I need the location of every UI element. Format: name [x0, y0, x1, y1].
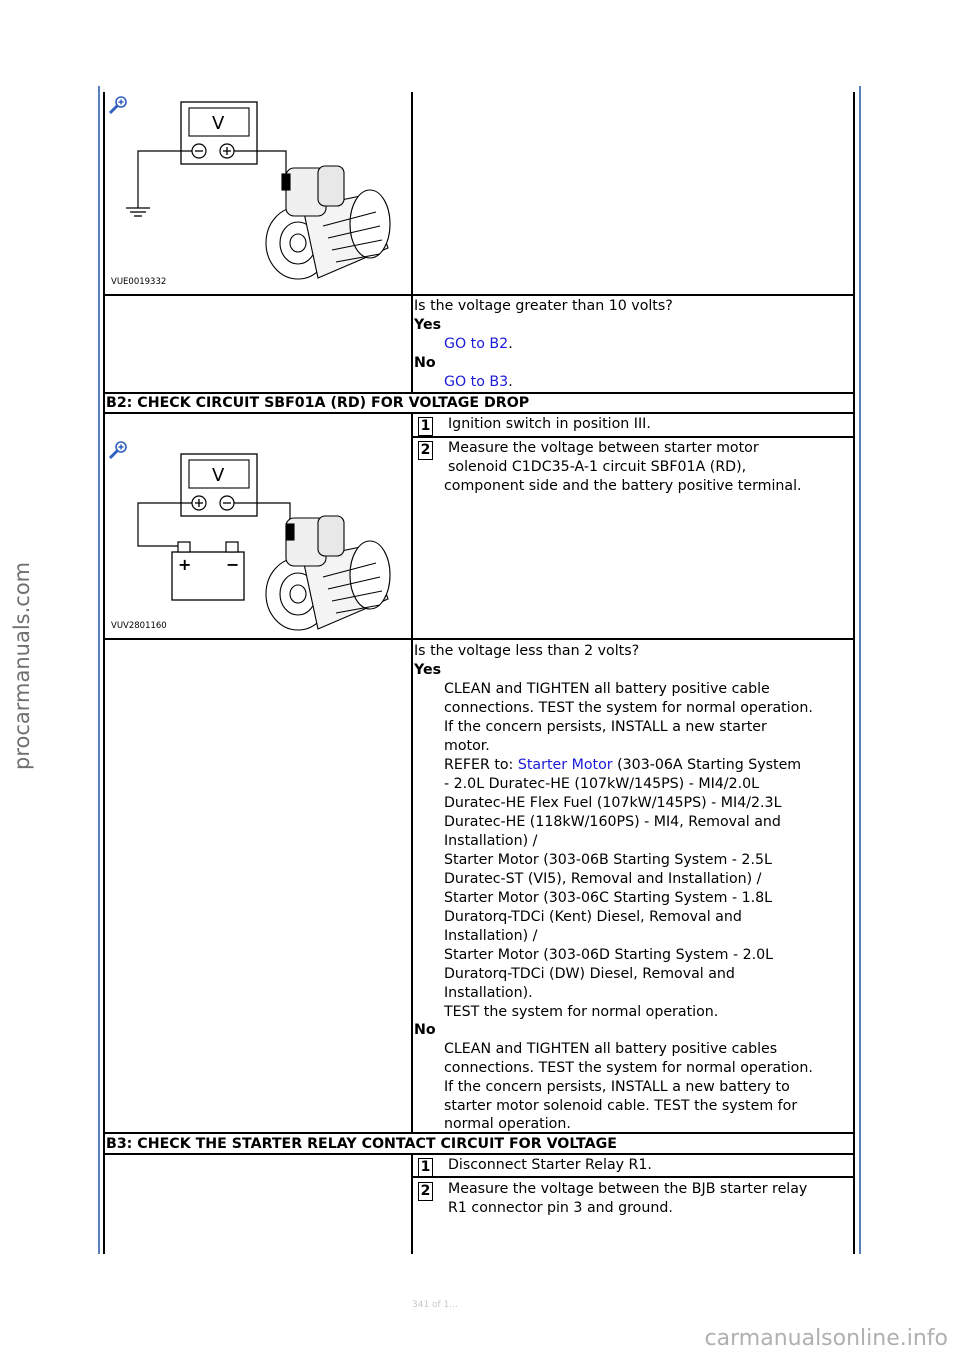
b2-step2-line: component side and the battery positive terminal. [444, 478, 802, 494]
b2-refer-line: Duratec-HE (118kW/160PS) - MI4, Removal and [444, 814, 781, 830]
b2-refer-line: Installation) / [444, 928, 538, 944]
row-divider [411, 1176, 855, 1178]
row-divider [411, 436, 855, 438]
column-divider [411, 412, 413, 1134]
step-number: 1 [418, 417, 433, 436]
voltmeter-battery-diagram [108, 442, 408, 636]
refer-prefix: REFER to: [444, 757, 518, 773]
b2-no-line: connections. TEST the system for normal operation. [444, 1060, 813, 1076]
b2-step1-text: Ignition switch in position III. [448, 416, 651, 432]
b2-section-header: B2: CHECK CIRCUIT SBF01A (RD) FOR VOLTAGE DROP [106, 395, 530, 411]
b1-no-label: No [414, 355, 436, 371]
b2-no-label: No [414, 1022, 436, 1038]
b2-refer-line: Duratec-HE Flex Fuel (107kW/145PS) - MI4/2.3L [444, 795, 782, 811]
svg-text:−: − [226, 555, 240, 574]
figure-code: VUV2801160 [111, 621, 167, 631]
b2-refer-line: Starter Motor (303-06C Starting System - 1.8L [444, 890, 773, 906]
b2-question: Is the voltage less than 2 volts? [414, 643, 640, 659]
table-left-border [103, 92, 105, 1254]
go-to-b2-link[interactable]: GO to B2 [444, 336, 509, 352]
b2-refer-line: - 2.0L Duratec-HE (107kW/145PS) - MI4/2.0L [444, 776, 760, 792]
footer-watermark: carmanualsonline.info [704, 1326, 948, 1351]
period: . [508, 374, 513, 390]
step-number: 2 [418, 441, 433, 460]
b1-question: Is the voltage greater than 10 volts? [414, 298, 673, 314]
table-right-border [853, 92, 855, 1254]
column-divider [411, 92, 413, 392]
step-number: 2 [418, 1182, 433, 1201]
b2-refer-line: Starter Motor (303-06D Starting System - 2.0L [444, 947, 774, 963]
svg-text:+: + [178, 555, 192, 574]
row-divider [103, 294, 855, 296]
figure-code: VUE0019332 [111, 277, 167, 287]
b2-refer-line: Installation) / [444, 833, 538, 849]
side-watermark: procarmanuals.com [10, 561, 34, 770]
b3-step1-text: Disconnect Starter Relay R1. [448, 1157, 652, 1173]
column-divider [411, 1154, 413, 1254]
voltmeter-v-label: V [212, 113, 225, 134]
b2-yes-line: motor. [444, 738, 490, 754]
b3-section-header: B3: CHECK THE STARTER RELAY CONTACT CIRCUIT FOR VOLTAGE [106, 1136, 617, 1152]
b2-yes-line: connections. TEST the system for normal operation. [444, 700, 813, 716]
b2-no-line: CLEAN and TIGHTEN all battery positive cables [444, 1041, 778, 1057]
voltmeter-v-label: V [212, 465, 225, 486]
b2-step2-line: Measure the voltage between starter motor [448, 440, 759, 456]
period: . [508, 336, 513, 352]
b2-yes-line: If the concern persists, INSTALL a new starter [444, 719, 767, 735]
b2-step2-line: solenoid C1DC35-A-1 circuit SBF01A (RD), [448, 459, 747, 475]
b2-refer-line: Duratorq-TDCi (DW) Diesel, Removal and [444, 966, 735, 982]
b2-no-line: starter motor solenoid cable. TEST the system for [444, 1098, 798, 1114]
right-page-edge [859, 86, 861, 1254]
b3-step2-line: Measure the voltage between the BJB starter relay [448, 1181, 808, 1197]
b2-refer-line: TEST the system for normal operation. [444, 1004, 719, 1020]
left-page-edge [98, 86, 100, 1254]
b1-yes-action [444, 335, 513, 354]
step-number: 1 [418, 1158, 433, 1177]
b2-yes-label: Yes [414, 662, 442, 678]
b2-refer-line: Starter Motor (303-06B Starting System - 2.5L [444, 852, 772, 868]
b2-refer-line: Duratorq-TDCi (Kent) Diesel, Removal and [444, 909, 742, 925]
page-number: 341 of 1... [412, 1300, 458, 1310]
b2-yes-line: CLEAN and TIGHTEN all battery positive cable [444, 681, 770, 697]
row-divider [103, 638, 855, 640]
b3-step2-line: R1 connector pin 3 and ground. [448, 1200, 673, 1216]
b2-refer-line [444, 756, 801, 775]
b2-refer-line: Duratec-ST (VI5), Removal and Installation) / [444, 871, 762, 887]
voltmeter-ground-diagram [108, 98, 408, 292]
go-to-b3-link[interactable]: GO to B3 [444, 374, 509, 390]
starter-motor-link[interactable]: Starter Motor [517, 757, 613, 773]
b2-refer-line: Installation). [444, 985, 533, 1001]
b1-yes-label: Yes [414, 317, 442, 333]
b2-no-line: If the concern persists, INSTALL a new battery to [444, 1079, 790, 1095]
b1-no-action [444, 373, 513, 392]
refer-rest: (303-06A Starting System [612, 757, 802, 773]
b2-no-line: normal operation. [444, 1116, 571, 1132]
